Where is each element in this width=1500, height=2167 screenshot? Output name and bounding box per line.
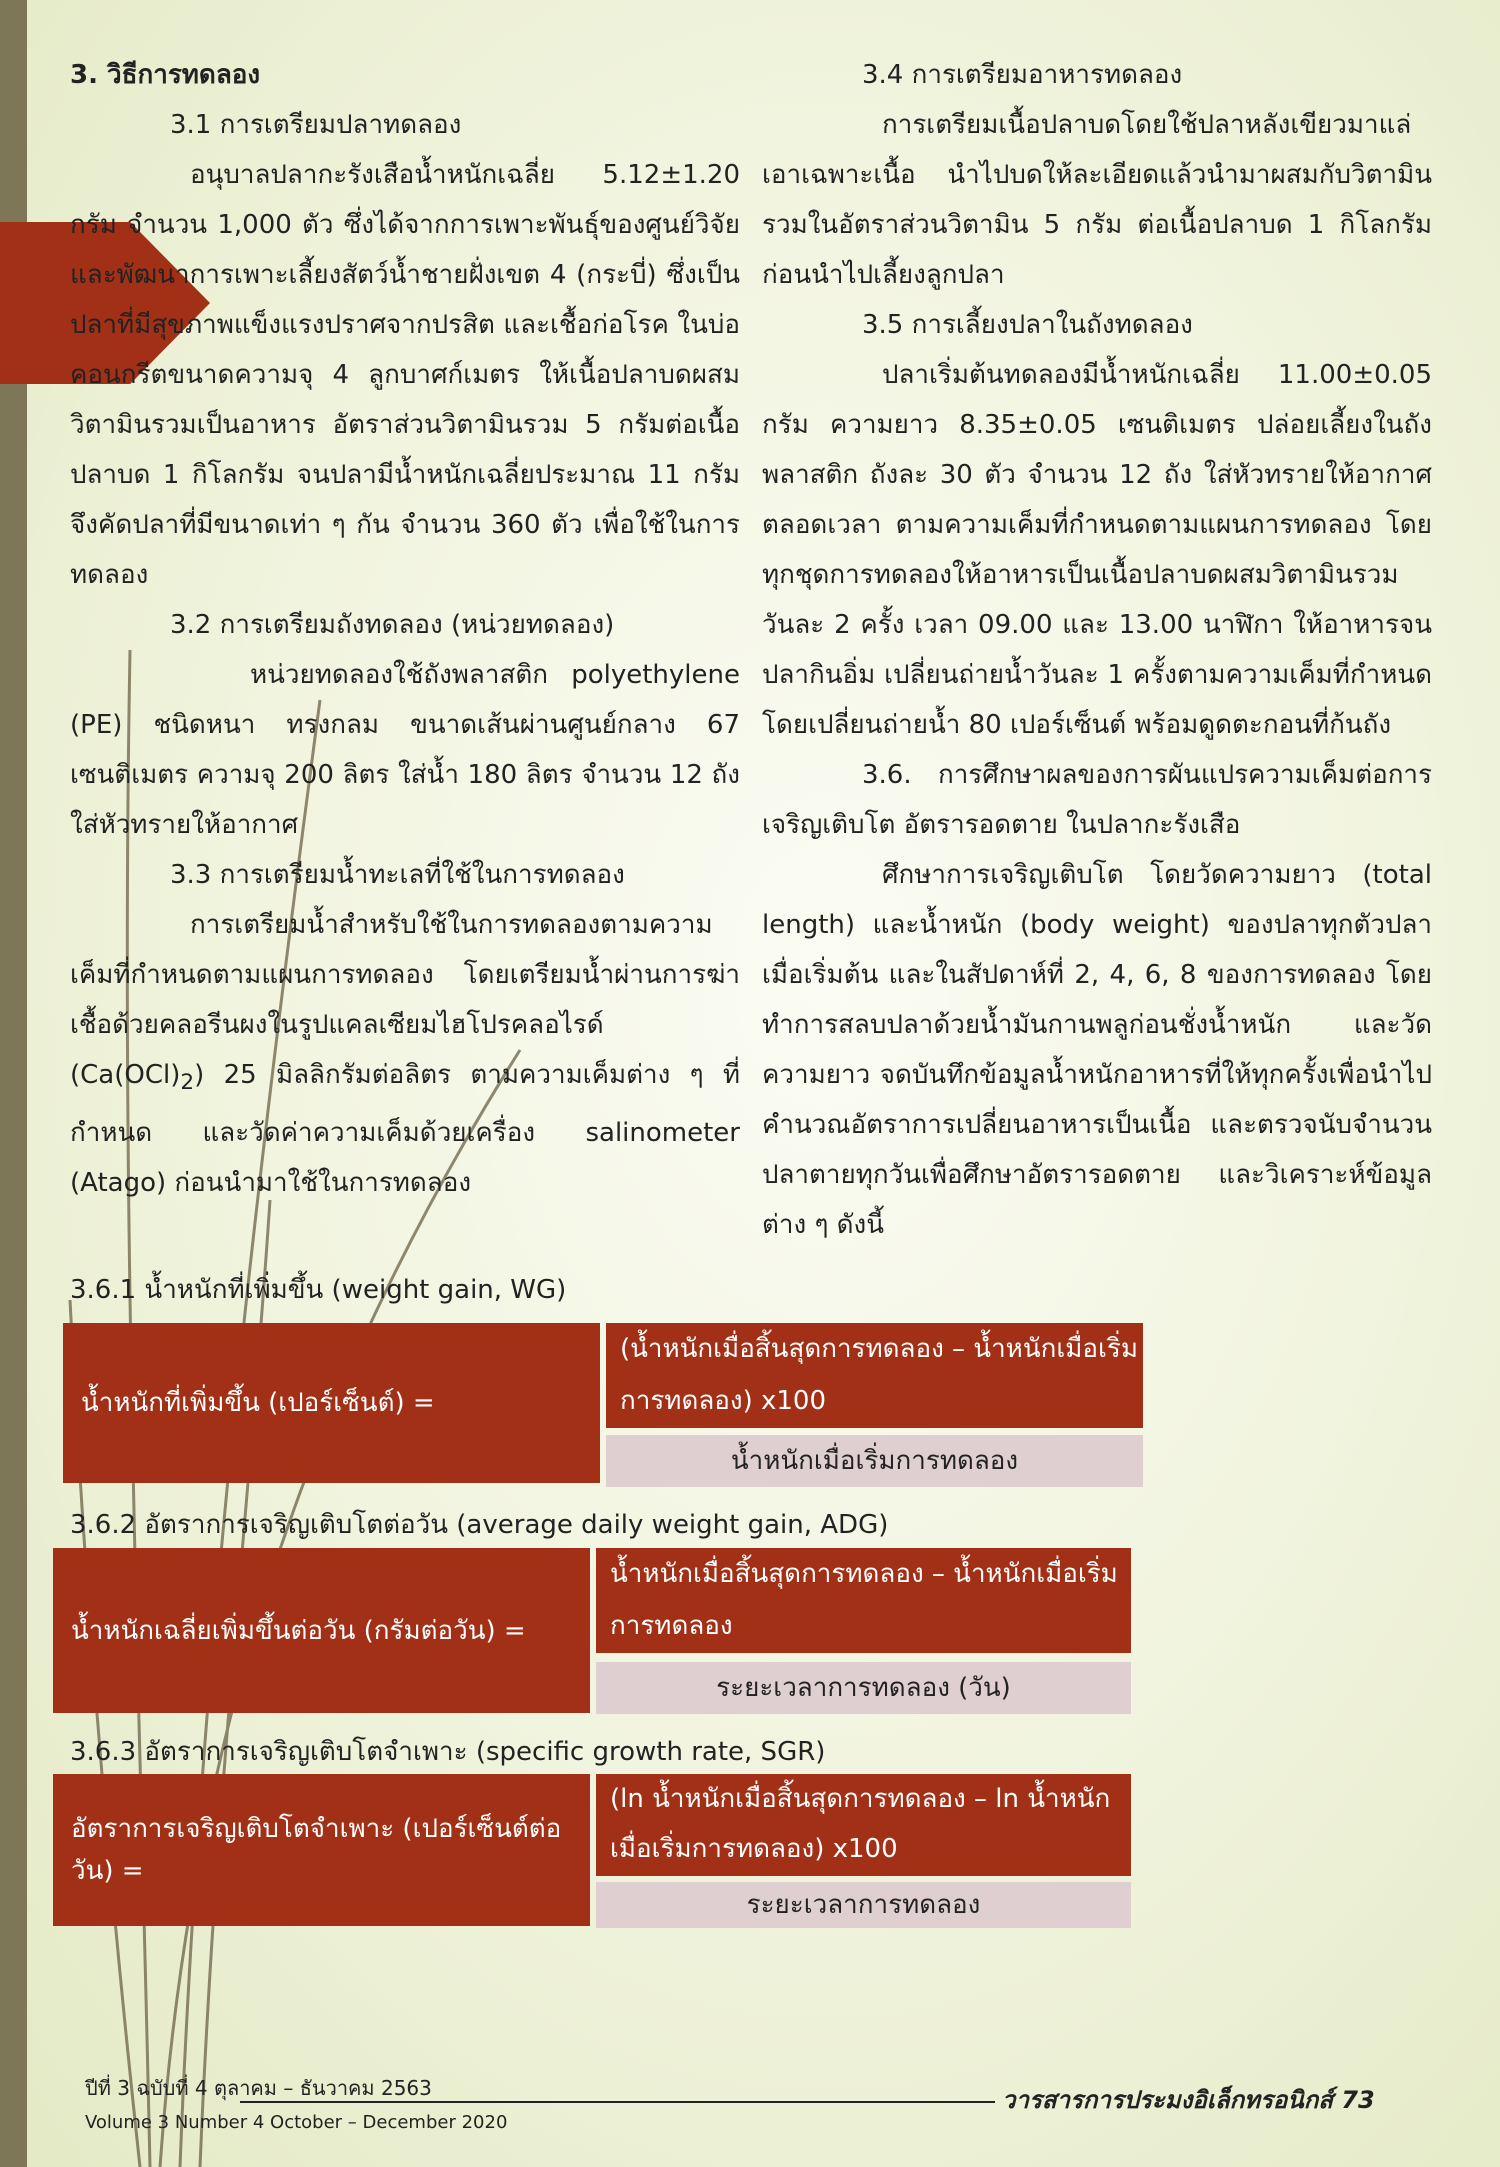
formula-wg-lhs: น้ำหนักที่เพิ่มขึ้น (เปอร์เซ็นต์) = <box>63 1323 600 1483</box>
paragraph-3-1: อนุบาลปลากะรังเสือน้ำหนักเฉลี่ย 5.12±1.20 กรัม จำนวน 1,000 ตัว ซึ่งได้จากการเพาะพันธุ์ของศูนย์วิจัยและพัฒนาการเพาะเลี้ยงสัตว์น้ำชายฝั่งเขต 4 (กระบี่) ซึ่งเป็นปลาที่มีสุขภาพแข็งแรงปราศจากปรสิต และเชื้อก่อโรค ในบ่อคอนกรีตขนาดความจุ 4 ลูกบาศก์เมตร ให้เนื้อปลาบดผสมวิตามินรวมเป็นอาหาร อัตราส่วนวิตามินรวม 5 กรัมต่อเนื้อปลาบด 1 กิโลกรัม จนปลามีน้ำหนักเฉลี่ยประมาณ 11 กรัม จึงคัดปลาที่มีขนาดเท่า ๆ กัน จำนวน 360 ตัว เพื่อใช้ในการทดลอง <box>70 160 740 590</box>
formula-adg-denominator: ระยะเวลาการทดลอง (วัน) <box>596 1662 1131 1714</box>
paragraph-3-6: ศึกษาการเจริญเติบโต โดยวัดความยาว (total length) และน้ำหนัก (body weight) ของปลาทุกตัวปลาเมื่อเริ่มต้น และในสัปดาห์ที่ 2, 4, 6, 8 ของการทดลอง โดยทำการสลบปลาด้วยน้ำมันกานพลูก่อนชั่งน้ำหนัก และวัดความยาว จดบันทึกข้อมูลน้ำหนักอาหารที่ให้ทุกครั้งเพื่อนำไปคำนวณอัตราการเปลี่ยนอาหารเป็นเนื้อ และตรวจนับจำนวนปลาตายทุกวันเพื่อศึกษาอัตรารอดตาย และวิเคราะห์ข้อมูลต่าง ๆ ดังนี้ <box>762 860 1432 1240</box>
heading-3-5: 3.5 การเลี้ยงปลาในถังทดลอง <box>862 310 1193 340</box>
formula-sgr-denominator: ระยะเวลาการทดลอง <box>596 1882 1131 1928</box>
paragraph-3-3-part-b: ) 25 มิลลิกรัมต่อลิตร ตามความเค็มต่าง ๆ ที่กำหนด และวัดค่าความเค็มด้วยเครื่อง salinometer (Atago) ก่อนนำมาใช้ในการทดลอง <box>70 1060 740 1199</box>
paragraph-3-2: หน่วยทดลองใช้ถังพลาสติก polyethylene (PE) ชนิดหนา ทรงกลม ขนาดเส้นผ่านศูนย์กลาง 67 เซนติเมตร ความจุ 200 ลิตร ใส่น้ำ 180 ลิตร จำนวน 12 ถัง ใส่หัวทรายให้อากาศ <box>70 660 740 840</box>
section-3-heading: 3. วิธีการทดลอง <box>70 60 261 90</box>
footer-issue-english: Volume 3 Number 4 October – December 2020 <box>85 2112 508 2133</box>
paragraph-3-3 <box>70 900 740 1208</box>
formula-sgr-numerator: (ln น้ำหนักเมื่อสิ้นสุดการทดลอง – ln น้ำหนักเมื่อเริ่มการทดลอง) x100 <box>596 1774 1131 1876</box>
subscript-2: 2 <box>180 1070 195 1096</box>
formula-adg-numerator: น้ำหนักเมื่อสิ้นสุดการทดลอง – น้ำหนักเมื่อเริ่มการทดลอง <box>596 1548 1131 1653</box>
paragraph-3-5: ปลาเริ่มต้นทดลองมีน้ำหนักเฉลี่ย 11.00±0.05 กรัม ความยาว 8.35±0.05 เซนติเมตร ปล่อยเลี้ยงในถังพลาสติก ถังละ 30 ตัว จำนวน 12 ถัง ใส่หัวทรายให้อากาศตลอดเวลา ตามความเค็มที่กำหนดตามแผนการทดลอง โดยทุกชุดการทดลองให้อาหารเป็นเนื้อปลาบดผสมวิตามินรวม วันละ 2 ครั้ง เวลา 09.00 และ 13.00 นาฬิกา ให้อาหารจนปลากินอิ่ม เปลี่ยนถ่ายน้ำวันละ 1 ครั้งตามความเค็มที่กำหนด โดยเปลี่ยนถ่ายน้ำ 80 เปอร์เซ็นต์ พร้อมดูดตะกอนที่ก้นถัง <box>762 360 1432 740</box>
heading-3-3: 3.3 การเตรียมน้ำทะเลที่ใช้ในการทดลอง <box>170 860 625 890</box>
formula-wg-denominator: น้ำหนักเมื่อเริ่มการทดลอง <box>606 1435 1143 1487</box>
formula-wg-numerator: (น้ำหนักเมื่อสิ้นสุดการทดลอง – น้ำหนักเมื่อเริ่มการทดลอง) x100 <box>606 1323 1143 1428</box>
formula-label-wg: 3.6.1 น้ำหนักที่เพิ่มขึ้น (weight gain, WG) <box>70 1275 567 1305</box>
paragraph-3-4: การเตรียมเนื้อปลาบดโดยใช้ปลาหลังเขียวมาแล่เอาเฉพาะเนื้อ นำไปบดให้ละเอียดแล้วนำมาผสมกับวิตามินรวมในอัตราส่วนวิตามิน 5 กรัม ต่อเนื้อปลาบด 1 กิโลกรัม ก่อนนำไปเลี้ยงลูกปลา <box>762 110 1432 290</box>
right-column <box>762 50 1432 1250</box>
formula-adg-lhs: น้ำหนักเฉลี่ยเพิ่มขึ้นต่อวัน (กรัมต่อวัน) = <box>53 1548 590 1713</box>
heading-3-6: 3.6. การศึกษาผลของการผันแปรความเค็มต่อการเจริญเติบโต อัตรารอดตาย ในปลากะรังเสือ <box>762 760 1432 840</box>
footer-rule <box>240 2101 995 2103</box>
footer-issue-thai: ปีที่ 3 ฉบับที่ 4 ตุลาคม – ธันวาคม 2563 <box>85 2076 432 2100</box>
page-number: 73 <box>1341 2086 1375 2114</box>
paragraph-3-3-part-a: การเตรียมน้ำสำหรับใช้ในการทดลองตามความเค็มที่กำหนดตามแผนการทดลอง โดยเตรียมน้ำผ่านการฆ่าเชื้อด้วยคลอรีนผงในรูปแคลเซียมไฮโปรคลอไรด์ (Ca(OCl) <box>70 910 740 1090</box>
left-column <box>70 50 740 1208</box>
journal-name <box>1002 2080 1375 2119</box>
heading-3-1: 3.1 การเตรียมปลาทดลอง <box>170 110 462 140</box>
formula-label-sgr: 3.6.3 อัตราการเจริญเติบโตจำเพาะ (specific growth rate, SGR) <box>70 1737 826 1767</box>
formula-sgr-lhs: อัตราการเจริญเติบโตจำเพาะ (เปอร์เซ็นต์ต่อวัน) = <box>53 1774 590 1926</box>
formula-label-adg: 3.6.2 อัตราการเจริญเติบโตต่อวัน (average daily weight gain, ADG) <box>70 1510 889 1540</box>
heading-3-2: 3.2 การเตรียมถังทดลอง (หน่วยทดลอง) <box>170 610 615 640</box>
heading-3-4: 3.4 การเตรียมอาหารทดลอง <box>862 60 1183 90</box>
journal-title: วารสารการประมงอิเล็กทรอนิกส์ <box>1002 2086 1333 2114</box>
